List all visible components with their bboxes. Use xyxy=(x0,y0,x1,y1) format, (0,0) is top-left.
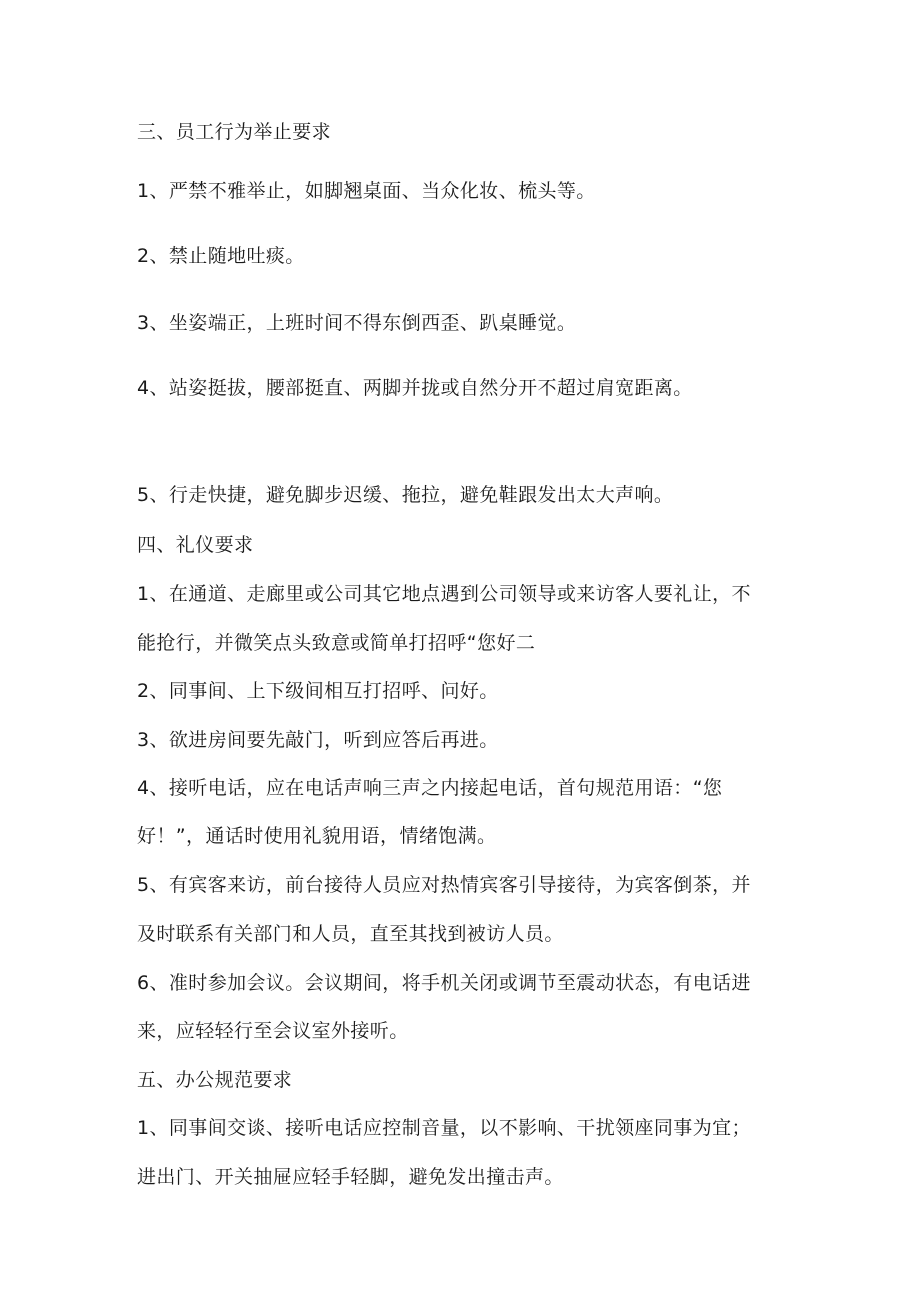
section-heading-5: 五、办公规范要求 xyxy=(137,1069,293,1091)
paragraph-5-1-line-2: 进出门、开关抽屉应轻手轻脚，避免发出撞击声。 xyxy=(137,1166,564,1188)
paragraph-4-4-line-2: 好！”，通话时使用礼貌用语，情绪饱满。 xyxy=(137,825,497,847)
paragraph-3-4-line-1: 4、站姿挺拔，腰部挺直、两脚并拢或自然分开不超过肩宽距离。 xyxy=(137,377,693,399)
section-heading-4: 四、礼仪要求 xyxy=(137,534,254,556)
paragraph-4-6-line-1: 6、准时参加会议。会议期间，将手机关闭或调节至震动状态，有电话进 xyxy=(137,972,751,994)
paragraph-5-1-line-1: 1、同事间交谈、接听电话应控制音量，以不影响、干扰领座同事为宜； xyxy=(137,1117,751,1139)
paragraph-4-5-line-1: 5、有宾客来访，前台接待人员应对热情宾客引导接待，为宾客倒茶，并 xyxy=(137,874,751,896)
section-heading-3: 三、员工行为举止要求 xyxy=(137,121,332,143)
paragraph-4-6-line-2: 来，应轻轻行至会议室外接听。 xyxy=(137,1020,409,1042)
paragraph-4-5-line-2: 及时联系有关部门和人员，直至其找到被访人员。 xyxy=(137,923,564,945)
paragraph-4-1-line-2: 能抢行，并微笑点头致意或简单打招呼“您好二 xyxy=(137,632,536,654)
paragraph-4-4-line-1: 4、接听电话，应在电话声响三声之内接起电话，首句规范用语：“您 xyxy=(137,777,723,799)
paragraph-3-3-line-1: 3、坐姿端正，上班时间不得东倒西歪、趴桌睡觉。 xyxy=(137,312,577,334)
paragraph-4-1-line-1: 1、在通道、走廊里或公司其它地点遇到公司领导或来访客人要礼让，不 xyxy=(137,583,751,605)
paragraph-4-3-line-1: 3、欲进房间要先敲门，听到应答后再进。 xyxy=(137,729,499,751)
paragraph-3-1-line-1: 1、严禁不雅举止，如脚翘桌面、当众化妆、梳头等。 xyxy=(137,180,596,202)
paragraph-3-5-line-1: 5、行走快捷，避免脚步迟缓、拖拉，避免鞋跟发出太大声响。 xyxy=(137,484,674,506)
paragraph-4-2-line-1: 2、同事间、上下级间相互打招呼、问好。 xyxy=(137,680,499,702)
paragraph-3-2-line-1: 2、禁止随地吐痰。 xyxy=(137,245,305,267)
